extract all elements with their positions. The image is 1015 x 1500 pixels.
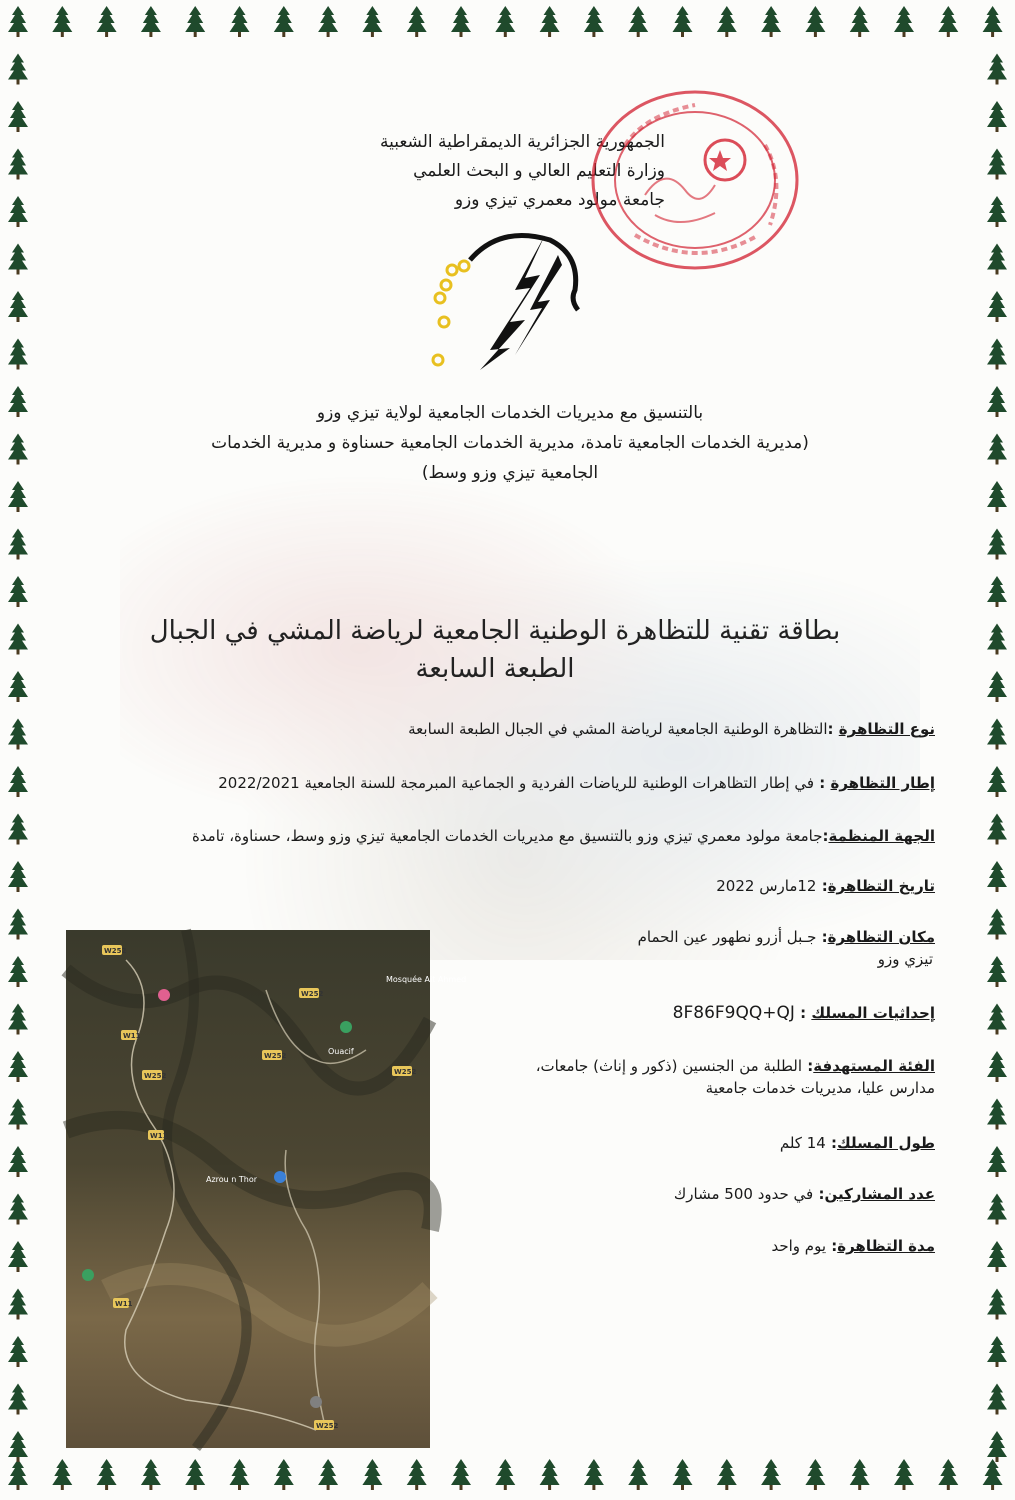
tree-icon bbox=[673, 1459, 693, 1490]
tree-icon bbox=[987, 861, 1007, 892]
field-event-date: تاريخ التظاهرة: 12مارس 2022 bbox=[716, 877, 935, 895]
field-label: تاريخ التظاهرة bbox=[827, 877, 935, 895]
tree-icon bbox=[983, 6, 1003, 37]
tree-icon bbox=[8, 529, 28, 560]
tree-icon bbox=[987, 1336, 1007, 1367]
tree-icon bbox=[987, 1004, 1007, 1035]
field-value: التظاهرة الوطنية الجامعية لرياضة المشي في الجبال الطبعة السابعة bbox=[408, 720, 828, 738]
tree-icon bbox=[8, 54, 28, 85]
field-value: جامعة مولود معمري تيزي وزو بالتنسيق مع مديريات الخدمات الجامعية تيزي وزو وسط، حسناوة، تامدة bbox=[191, 827, 823, 845]
tree-icon bbox=[987, 814, 1007, 845]
tree-icon bbox=[805, 6, 825, 37]
tree-icon bbox=[8, 1336, 28, 1367]
tree-icon bbox=[141, 6, 161, 37]
field-label: مكان التظاهرة bbox=[827, 928, 935, 946]
tree-icon bbox=[987, 719, 1007, 750]
tree-icon bbox=[987, 149, 1007, 180]
tree-icon bbox=[8, 576, 28, 607]
tree-icon bbox=[274, 6, 294, 37]
field-value: 8F86F9QQ+QJ bbox=[672, 1003, 795, 1023]
tree-icon bbox=[495, 1459, 515, 1490]
field-label: طول المسلك bbox=[837, 1134, 935, 1152]
tree-icon bbox=[987, 671, 1007, 702]
tree-icon bbox=[983, 1459, 1003, 1490]
field-event-framework: إطار التظاهرة : في إطار التظاهرات الوطنية للرياضات الفردية و الجماعية المبرمجة للسنة الجامعية 2022/2021 bbox=[218, 774, 935, 792]
map-pin-icon bbox=[340, 1021, 352, 1033]
tree-icon bbox=[894, 6, 914, 37]
tree-icon bbox=[8, 1004, 28, 1035]
tree-icon bbox=[8, 909, 28, 940]
tree-icon bbox=[987, 909, 1007, 940]
tree-icon bbox=[8, 1146, 28, 1177]
tree-icon bbox=[8, 101, 28, 132]
tree-icon bbox=[987, 956, 1007, 987]
map-pin-icon bbox=[274, 1171, 286, 1183]
field-value: 12مارس 2022 bbox=[716, 877, 817, 895]
field-value-line-2: مدارس عليا، مديريات خدمات جامعية bbox=[705, 1079, 935, 1097]
map-road-label bbox=[262, 1050, 286, 1060]
field-label: نوع التظاهرة bbox=[838, 720, 935, 738]
tree-icon bbox=[938, 6, 958, 37]
tree-icon bbox=[584, 6, 604, 37]
coordination-line-2: (مديرية الخدمات الجامعية تامدة، مديرية الخدمات الجامعية حسناوة و مديرية الخدمات bbox=[211, 433, 809, 453]
field-value: في حدود 500 مشارك bbox=[673, 1185, 814, 1203]
svg-text:W252: W252 bbox=[301, 990, 324, 998]
tree-icon bbox=[987, 101, 1007, 132]
tree-icon bbox=[987, 54, 1007, 85]
svg-text:W11: W11 bbox=[150, 1132, 168, 1140]
svg-text:W252: W252 bbox=[144, 1072, 167, 1080]
tree-icon bbox=[8, 244, 28, 275]
tree-icon bbox=[894, 1459, 914, 1490]
tree-icon bbox=[8, 434, 28, 465]
university-name: جامعة مولود معمري تيزي وزو bbox=[454, 190, 665, 210]
coordination-block bbox=[150, 398, 870, 488]
map-place-label: Ouacif bbox=[328, 1047, 354, 1056]
tree-icon bbox=[230, 6, 250, 37]
tree-icon bbox=[987, 576, 1007, 607]
map-road-label bbox=[102, 945, 126, 955]
tree-icon bbox=[938, 1459, 958, 1490]
field-label: إطار التظاهرة bbox=[830, 774, 935, 792]
tree-icon bbox=[8, 291, 28, 322]
svg-text:W252: W252 bbox=[316, 1422, 339, 1430]
map-road-label bbox=[142, 1070, 166, 1080]
field-value-line-2: تيزي وزو bbox=[877, 950, 933, 968]
official-seal-stamp bbox=[585, 85, 805, 275]
tree-icon bbox=[8, 671, 28, 702]
field-route-coordinates: إحداثيات المسلك : 8F86F9QQ+QJ bbox=[672, 1003, 935, 1023]
field-label: مدة التظاهرة bbox=[837, 1237, 935, 1255]
tree-icon bbox=[987, 1431, 1007, 1462]
field-target-audience: الفئة المستهدفة: الطلبة من الجنسين (ذكور و إناث) جامعات، مدارس عليا، مديريات خدمات جامعية bbox=[535, 1057, 935, 1097]
tree-icon bbox=[8, 1431, 28, 1462]
tree-icon bbox=[8, 1194, 28, 1225]
tree-icon bbox=[987, 291, 1007, 322]
map-road-label bbox=[148, 1130, 168, 1140]
tree-icon bbox=[97, 6, 117, 37]
tree-icon bbox=[8, 719, 28, 750]
tree-icon bbox=[987, 1051, 1007, 1082]
tree-icon bbox=[8, 1384, 28, 1415]
map-road-label bbox=[392, 1066, 416, 1076]
field-value: الطلبة من الجنسين (ذكور و إناث) جامعات، bbox=[535, 1057, 803, 1075]
tree-icon bbox=[987, 339, 1007, 370]
tree-icon bbox=[362, 6, 382, 37]
route-satellite-map bbox=[66, 930, 467, 1448]
tree-icon bbox=[673, 6, 693, 37]
tree-icon bbox=[540, 1459, 560, 1490]
map-road-label bbox=[299, 988, 323, 998]
tree-icon bbox=[987, 481, 1007, 512]
tree-icon bbox=[318, 6, 338, 37]
tree-icon bbox=[8, 339, 28, 370]
tree-icon bbox=[987, 244, 1007, 275]
tree-icon bbox=[8, 1051, 28, 1082]
tree-icon bbox=[850, 1459, 870, 1490]
tree-icon bbox=[987, 624, 1007, 655]
tree-icon bbox=[540, 6, 560, 37]
field-event-place: مكان التظاهرة: جـبل أزرو نطهور عين الحمام تيزي وزو bbox=[637, 928, 935, 968]
tree-icon bbox=[987, 1289, 1007, 1320]
field-event-type: نوع التظاهرة :التظاهرة الوطنية الجامعية لرياضة المشي في الجبال الطبعة السابعة bbox=[408, 720, 935, 738]
map-road-label bbox=[121, 1030, 141, 1040]
coordination-line-1: بالتنسيق مع مديريات الخدمات الجامعية لولاية تيزي وزو bbox=[316, 403, 704, 423]
svg-text:W252: W252 bbox=[264, 1052, 287, 1060]
field-value: في إطار التظاهرات الوطنية للرياضات الفردية و الجماعية المبرمجة للسنة الجامعية 2022/2021 bbox=[218, 774, 815, 792]
republic-name: الجمهورية الجزائرية الديمقراطية الشعبية bbox=[379, 132, 665, 152]
field-label: الفئة المستهدفة bbox=[813, 1057, 935, 1075]
tree-icon bbox=[987, 529, 1007, 560]
tree-icon bbox=[761, 6, 781, 37]
field-participants-count: عدد المشاركين: في حدود 500 مشارك bbox=[673, 1185, 935, 1203]
tree-icon bbox=[717, 6, 737, 37]
tree-icon bbox=[495, 6, 515, 37]
map-place-label: Azrou n Thor bbox=[206, 1175, 258, 1184]
tree-icon bbox=[761, 1459, 781, 1490]
tree-icon bbox=[987, 196, 1007, 227]
tree-icon bbox=[8, 956, 28, 987]
tree-icon bbox=[52, 6, 72, 37]
tree-icon bbox=[230, 1459, 250, 1490]
ministry-name: وزارة التعليم العالي و البحث العلمي bbox=[413, 161, 665, 181]
tree-icon bbox=[987, 434, 1007, 465]
tree-icon bbox=[987, 1241, 1007, 1272]
tree-icon bbox=[185, 6, 205, 37]
tree-icon bbox=[451, 6, 471, 37]
tree-icon bbox=[8, 1289, 28, 1320]
tree-icon bbox=[8, 196, 28, 227]
tree-icon bbox=[141, 1459, 161, 1490]
tree-icon bbox=[451, 1459, 471, 1490]
tree-icon bbox=[274, 1459, 294, 1490]
map-pin-icon bbox=[310, 1396, 322, 1408]
tree-icon bbox=[987, 1384, 1007, 1415]
university-logo bbox=[430, 230, 590, 370]
tree-icon bbox=[8, 1241, 28, 1272]
field-route-length: طول المسلك: 14 كلم bbox=[779, 1134, 935, 1152]
tree-icon bbox=[8, 6, 28, 37]
title-line-2: الطبعة السابعة bbox=[415, 654, 575, 684]
tree-icon bbox=[628, 1459, 648, 1490]
title-line-1: بطاقة تقنية للتظاهرة الوطنية الجامعية لرياضة المشي في الجبال bbox=[149, 616, 841, 646]
field-label: الجهة المنظمة bbox=[828, 827, 935, 845]
field-value: جـبل أزرو نطهور عين الحمام bbox=[637, 928, 817, 946]
tree-icon bbox=[8, 149, 28, 180]
field-label: عدد المشاركين bbox=[824, 1185, 935, 1203]
tree-icon bbox=[8, 814, 28, 845]
tree-icon bbox=[8, 386, 28, 417]
tree-icon bbox=[987, 1194, 1007, 1225]
document-title bbox=[100, 612, 890, 688]
tree-icon bbox=[318, 1459, 338, 1490]
coordination-line-3: الجامعية تيزي وزو وسط) bbox=[421, 463, 599, 483]
map-pin-icon bbox=[158, 989, 170, 1001]
field-value: يوم واحد bbox=[771, 1237, 826, 1255]
svg-text:W11: W11 bbox=[115, 1300, 133, 1308]
tree-icon bbox=[628, 6, 648, 37]
map-road-label bbox=[314, 1420, 338, 1430]
tree-icon bbox=[850, 6, 870, 37]
tree-icon bbox=[185, 1459, 205, 1490]
map-pin-icon bbox=[82, 1269, 94, 1281]
tree-icon bbox=[805, 1459, 825, 1490]
tree-icon bbox=[8, 1459, 28, 1490]
tree-icon bbox=[8, 861, 28, 892]
tree-icon bbox=[987, 1099, 1007, 1130]
svg-text:W252: W252 bbox=[394, 1068, 417, 1076]
tree-icon bbox=[717, 1459, 737, 1490]
tree-icon bbox=[584, 1459, 604, 1490]
map-road-label bbox=[113, 1298, 133, 1308]
tree-icon bbox=[407, 6, 427, 37]
svg-text:W11: W11 bbox=[123, 1032, 141, 1040]
tree-icon bbox=[8, 1099, 28, 1130]
svg-text:W252: W252 bbox=[104, 947, 127, 955]
tree-icon bbox=[987, 766, 1007, 797]
tree-icon bbox=[52, 1459, 72, 1490]
tree-icon bbox=[8, 766, 28, 797]
tree-icon bbox=[8, 624, 28, 655]
field-organizer: الجهة المنظمة:جامعة مولود معمري تيزي وزو بالتنسيق مع مديريات الخدمات الجامعية تيزي وزو وسط، حسناوة، تامدة bbox=[191, 827, 935, 845]
tree-icon bbox=[97, 1459, 117, 1490]
field-label: إحداثيات المسلك bbox=[811, 1004, 935, 1022]
map-place-label: Mosquée Ait Ahmed bbox=[386, 975, 467, 984]
tree-icon bbox=[407, 1459, 427, 1490]
field-event-duration: مدة التظاهرة: يوم واحد bbox=[771, 1237, 935, 1255]
field-value: 14 كلم bbox=[779, 1134, 826, 1152]
tree-icon bbox=[987, 386, 1007, 417]
tree-icon bbox=[987, 1146, 1007, 1177]
tree-icon bbox=[8, 481, 28, 512]
tree-icon bbox=[362, 1459, 382, 1490]
